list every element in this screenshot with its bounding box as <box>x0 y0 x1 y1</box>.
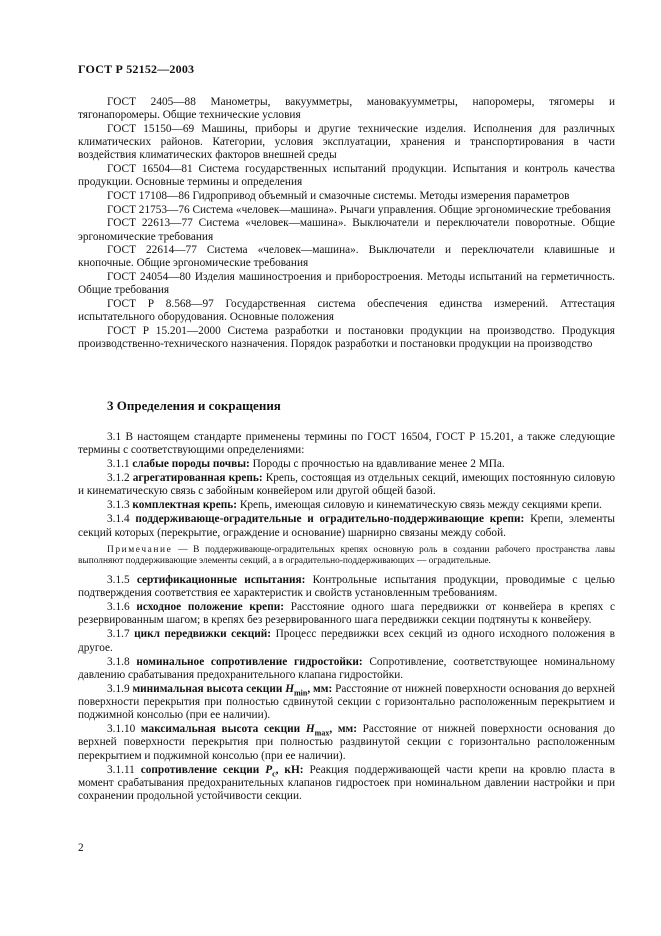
definition-item: 3.1.4 поддерживающе-оградительные и оградительно-поддерживающие крепи: Крепи, элементы секций которых (перекрытие, ограждение и основание) шарнирно связаны между собой. <box>78 513 616 539</box>
definition-term: поддерживающе-оградительные и оградительно-поддерживающие крепи: <box>135 513 525 526</box>
definition-term: цикл передвижки секций: <box>134 628 272 641</box>
definition-term: номинальное сопротивление гидростойки: <box>136 655 363 668</box>
definition-item: 3.1.5 сертификационные испытания: Контрольные испытания продукции, проводимые с целью подтверждения соответствия ее характеристик и свойств установленным требованиям. <box>78 574 615 600</box>
definition-item: 3.1.10 максимальная высота секции $H_{max}$, мм: Расстояние от нижней поверхности основания до верхней поверхности перекрытия при полностью раздвинутой секции с горизонтально расположенным перекрытием и поджимной консолью (при ее наличии). <box>78 723 615 762</box>
note-label: Примечание <box>107 544 173 555</box>
note-paragraph <box>78 545 615 568</box>
reference-item: ГОСТ 22613—77 Система «человек—машина». Выключатели и переключатели поворотные. Общие эргономические требования <box>78 217 615 243</box>
document-code-header: ГОСТ Р 52152—2003 <box>78 62 195 76</box>
reference-item: ГОСТ Р 15.201—2000 Система разработки и постановки продукции на производство. Продукция производственно-технического назначения. Порядок разработки и постановки продукции на производство <box>78 324 615 351</box>
definition-item: 3.1.6 исходное положение крепи: Расстояние одного шага передвижки от конвейера в крепях с резервированным шагом; в крепях без резервированного шага передвижки секции подтянуты к конвейеру. <box>78 601 616 627</box>
page-number: 2 <box>78 842 84 854</box>
definition-term: исходное положение крепи: <box>136 601 284 614</box>
definition-term: максимальная высота секции $H_{max}$, мм: <box>140 723 357 738</box>
definition-item: 3.1.7 цикл передвижки секций: Процесс передвижки всех секций из одного исходного положения в другое. <box>78 628 615 654</box>
definition-term: агрегатированная крепь: <box>132 472 263 485</box>
note-text: — В поддерживающе-оградительных крепях основную роль в создании рабочего пространства лавы выполняют поддерживающие элементы секций, а в оградительно-поддерживающих — оградительные. <box>78 544 615 567</box>
normative-references-list <box>78 96 615 352</box>
reference-item: ГОСТ 2405—88 Манометры, вакуумметры, мановакуумметры, напоромеры, тягомеры и тягонапоромеры. Общие технические условия <box>78 96 615 122</box>
reference-item: ГОСТ 17108—86 Гидропривод объемный и смазочные системы. Методы измерения параметров <box>107 189 570 202</box>
reference-item: ГОСТ 21753—76 Система «человек—машина». Рычаги управления. Общие эргономические требования <box>107 203 611 216</box>
section-title: 3 Определения и сокращения <box>107 398 281 413</box>
definition-item: 3.1.3 комплектная крепь: Крепь, имеющая силовую и кинематическую связь между секциями крепи. <box>107 499 602 512</box>
definition-item: 3.1.8 номинальное сопротивление гидростойки: Сопротивление, соответствующее номинальному давлению срабатывания предохранительного клапана гидростойки. <box>78 655 616 681</box>
reference-item: ГОСТ 15150—69 Машины, приборы и другие технические изделия. Исполнения для различных климатических районов. Категории, условия эксплуатации, хранения и транспортирования в части воздействия климатических факторов внешней среды <box>78 122 615 162</box>
definition-term: слабые породы почвы: <box>132 458 250 471</box>
definition-item: 3.1.9 минимальная высота секции $H_{min}$, мм: Расстояние от нижней поверхности основания до верхней поверхности перекрытия при полностью сдвинутой секции с горизонтально расположенным перекрытием и поджимной консолью (при ее наличии). <box>78 682 616 722</box>
definition-item: 3.1.1 слабые породы почвы: Породы с прочностью на вдавливание менее 2 МПа. <box>107 458 505 471</box>
section-intro: 3.1 В настоящем стандарте применены термины по ГОСТ 16504, ГОСТ Р 15.201, а также следующие термины с соответствующими определениями: <box>78 431 615 457</box>
reference-item: ГОСТ Р 8.568—97 Государственная система обеспечения единства измерений. Аттестация испытательного оборудования. Основные положения <box>78 298 615 324</box>
reference-item: ГОСТ 22614—77 Система «человек—машина». Выключатели и переключатели клавишные и кнопочные. Общие эргономические требования <box>78 244 615 270</box>
definitions-list <box>78 431 615 804</box>
definition-term: сертификационные испытания: <box>136 574 306 586</box>
definition-item: 3.1.11 сопротивление секции $P_c$, кН: Реакция поддерживающей части крепи на кровлю пласта в момент срабатывания предохранительных клапанов гидростоек при номинальном давлении настройки и при сохранении продольной устойчивости секции. <box>78 763 616 803</box>
definition-term: комплектная крепь: <box>132 499 237 512</box>
reference-item: ГОСТ 16504—81 Система государственных испытаний продукции. Испытания и контроль качества продукции. Основные термины и определения <box>78 163 615 189</box>
definition-term: сопротивление секции $P_c$, кН: <box>140 763 304 778</box>
reference-item: ГОСТ 24054—80 Изделия машиностроения и приборостроения. Методы испытаний на герметичность. Общие требования <box>78 271 615 297</box>
definition-term: минимальная высота секции $H_{min}$, мм: <box>132 682 333 698</box>
definition-item: 3.1.2 агрегатированная крепь: Крепь, состоящая из отдельных секций, имеющих постоянную силовую и кинематическую связь с забойным конвейером или другой общей базой. <box>78 472 616 498</box>
